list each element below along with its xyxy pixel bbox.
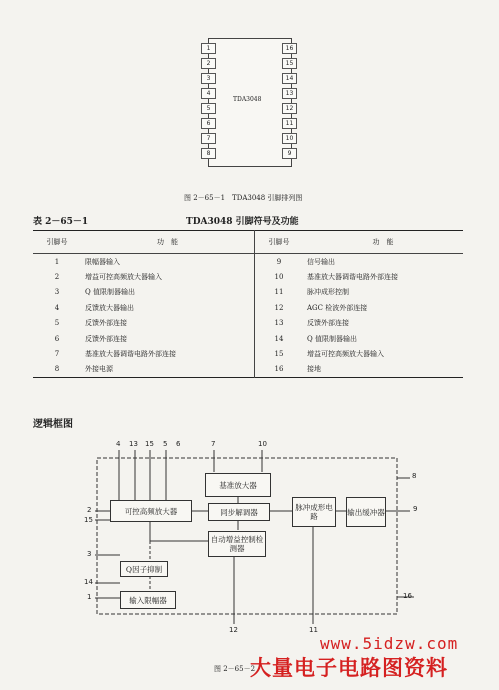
cell-function-2: 接地 [307, 365, 321, 374]
cell-function-2: 增益可控高频放大器输入 [307, 350, 384, 359]
diagram-pin-9: 9 [413, 505, 418, 513]
cell-function: Q 值限制器输出 [85, 288, 135, 297]
diagram-pin-2: 2 [87, 506, 92, 514]
cell-pin: 2 [54, 273, 60, 282]
figure1-caption: 图 2－65－1 TDA3048 引脚排列图 [184, 194, 303, 202]
cell-pin-2: 12 [255, 300, 304, 315]
diagram-pin-12: 12 [229, 626, 238, 634]
chip-label: TDA3048 [233, 96, 262, 103]
cell-pin: 7 [54, 350, 60, 359]
chip-pin-left: 2 [201, 58, 216, 69]
cell-function-2: Q 值限制器输出 [307, 334, 357, 343]
header-pin: 引脚号 [33, 231, 81, 254]
reference-amplifier-block: 基准放大器 [205, 473, 271, 497]
table-number: 表 2－65－1 [33, 217, 89, 227]
diagram-pin-14: 14 [84, 578, 93, 586]
q-factor-limiter-block: Q因子抑制 [120, 561, 168, 577]
watermark-url: www.5idzw.com [320, 634, 459, 653]
cell-function-2: AGC 检波外部连接 [307, 303, 368, 312]
chip-pin-right: 15 [282, 58, 297, 69]
diagram-pin-8: 8 [412, 472, 417, 480]
cell-function: 反馈外部连接 [85, 319, 127, 328]
cell-pin-2: 9 [255, 254, 304, 270]
input-limiter-block: 输入限幅器 [120, 591, 176, 609]
cell-function: 增益可控高频放大器输入 [85, 273, 162, 282]
figure2-caption: 图 2－65－2 [214, 665, 256, 673]
diagram-pin-16: 16 [403, 592, 412, 600]
output-buffer-block: 输出缓冲器 [346, 497, 386, 527]
header-function: 功 能 [81, 231, 255, 254]
chip-pin-left: 1 [201, 43, 216, 54]
chip-pin-right: 14 [282, 73, 297, 84]
cell-function-2: 脉冲成形控制 [307, 288, 349, 297]
logic-diagram-heading: 逻辑框图 [33, 419, 73, 430]
chip-pin-left: 4 [201, 88, 216, 99]
chip-pin-right: 9 [282, 148, 297, 159]
chip-pin-left: 5 [201, 103, 216, 114]
variable-gain-amplifier-block: 可控高频放大器 [110, 500, 192, 522]
cell-pin-2: 16 [255, 362, 304, 378]
diagram-pin-10: 10 [258, 440, 267, 448]
diagram-pin-1: 1 [87, 593, 92, 601]
cell-pin-2: 13 [255, 316, 304, 331]
diagram-pin-6: 6 [176, 440, 181, 448]
cell-function-2: 基准放大器调谐电路外部连接 [307, 273, 398, 282]
cell-pin-2: 15 [255, 346, 304, 361]
cell-pin: 8 [54, 365, 60, 374]
header-function-2: 功 能 [303, 231, 463, 254]
diagram-pin-11: 11 [309, 626, 318, 634]
cell-function: 限幅器输入 [85, 257, 120, 266]
cell-pin-2: 14 [255, 331, 304, 346]
chip-pin-left: 8 [201, 148, 216, 159]
chip-pin-left: 7 [201, 133, 216, 144]
chip-pin-right: 16 [282, 43, 297, 54]
cell-pin: 3 [54, 288, 60, 297]
cell-function: 基准放大器调谐电路外部连接 [85, 350, 176, 359]
cell-pin-2: 10 [255, 269, 304, 284]
cell-pin-2: 11 [255, 285, 304, 300]
diagram-pin-15-left: 15 [84, 516, 93, 524]
chip-pin-right: 12 [282, 103, 297, 114]
table-title: TDA3048 引脚符号及功能 [186, 217, 299, 227]
chip-pin-right: 10 [282, 133, 297, 144]
cell-function-2: 信号输出 [307, 257, 335, 266]
diagram-pin-5: 5 [163, 440, 168, 448]
cell-pin: 1 [54, 257, 60, 266]
header-pin-2: 引脚号 [255, 231, 304, 254]
cell-function: 外接电源 [85, 365, 113, 374]
cell-function: 反馈外部连接 [85, 334, 127, 343]
diagram-pin-13: 13 [129, 440, 138, 448]
chip-pin-right: 13 [282, 88, 297, 99]
cell-pin: 4 [54, 303, 60, 312]
watermark-text: 大量电子电路图资料 [250, 656, 448, 680]
diagram-pin-15-top: 15 [145, 440, 154, 448]
diagram-pin-3: 3 [87, 550, 92, 558]
diagram-pin-4: 4 [116, 440, 121, 448]
chip-pin-left: 3 [201, 73, 216, 84]
cell-function: 反馈放大器输出 [85, 303, 134, 312]
pulse-shaping-block: 脉冲成形电路 [292, 497, 336, 527]
cell-pin: 5 [54, 319, 60, 328]
sync-demodulator-block: 同步解调器 [208, 503, 270, 521]
agc-detector-block: 自动增益控制检测器 [208, 531, 266, 557]
chip-pin-left: 6 [201, 118, 216, 129]
diagram-pin-7: 7 [211, 440, 216, 448]
cell-pin: 6 [54, 334, 60, 343]
cell-function-2: 反馈外部连接 [307, 319, 349, 328]
chip-pin-right: 11 [282, 118, 297, 129]
